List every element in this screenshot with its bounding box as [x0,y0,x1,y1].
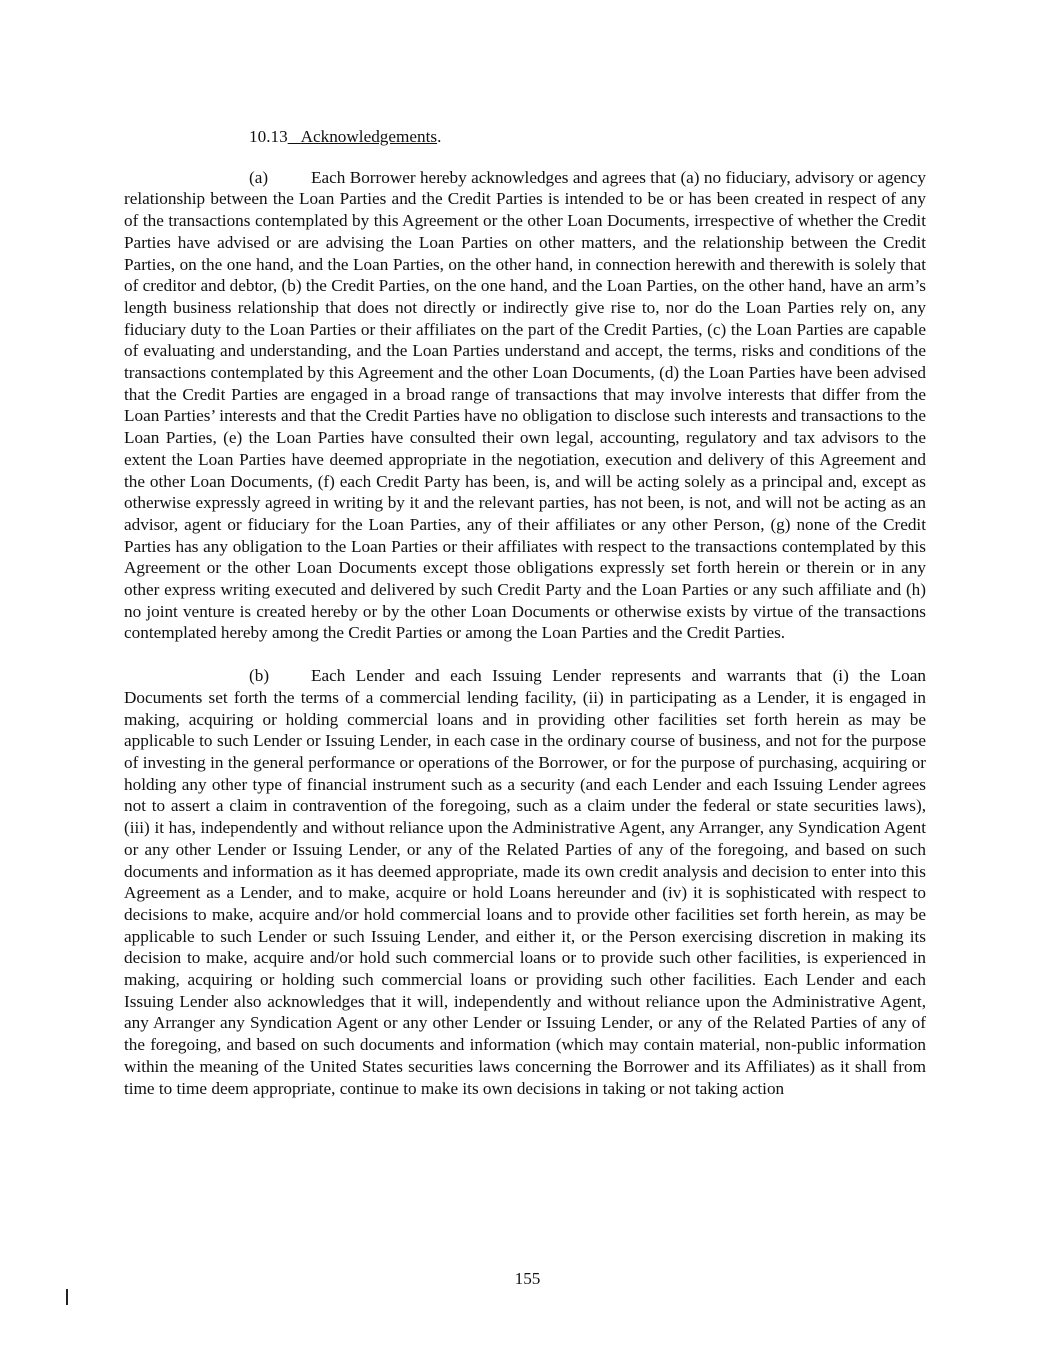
paragraph-a [124,167,926,644]
paragraph-b-text: Each Lender and each Issuing Lender represents and warrants that (i) the Loan Documents set forth the terms of a commercial lending facility, (ii) in participating as a Lender, it is engaged in making, acquiring or holding commercial loans and in providing other facilities set forth herein as may be applicable to such Lender or Issuing Lender, in each case in the ordinary course of business, and not for the purpose of investing in the general performance or operations of the Borrower, or for the purpose of purchasing, acquiring or holding any other type of financial instrument such as a security (and each Lender and each Issuing Lender agrees not to assert a claim in contravention of the foregoing, such as a claim under the federal or state securities laws), (iii) it has, independently and without reliance upon the Administrative Agent, any Arranger, any Syndication Agent or any other Lender or Issuing Lender, or any of the Related Parties of any of the foregoing, and based on such documents and information as it has deemed appropriate, made its own credit analysis and decision to enter into this Agreement as a Lender, and to make, acquire or hold Loans hereunder and (iv) it is sophisticated with respect to decisions to make, acquire and/or hold commercial loans and to provide other facilities set forth herein, as may be applicable to such Lender or such Issuing Lender, and either it, or the Person exercising discretion in making its decision to make, acquire and/or hold such commercial loans or to provide such other facilities, is experienced in making, acquiring or holding such commercial loans or providing such other facilities. Each Lender and each Issuing Lender also acknowledges that it will, independently and without reliance upon the Administrative Agent, any Arranger any Syndication Agent or any other Lender or Issuing Lender, or any of the Related Parties of any of the foregoing, and based on such documents and information (which may contain material, non-public information within the meaning of the United States securities laws concerning the Borrower and its Affiliates) as it shall from time to time deem appropriate, continue to make its own decisions in taking or not taking action [124,666,926,1098]
paragraph-b-label: (b) [249,666,270,686]
page-number: 155 [514,1269,541,1288]
paragraph-b [124,665,926,1099]
section-title-suffix: . [437,127,442,146]
document-page [124,126,926,1120]
section-number: 10.13 [249,127,288,146]
revision-change-bar [66,1289,68,1305]
paragraph-a-label: (a) [249,167,269,187]
section-title: Acknowledgements [300,127,438,146]
section-heading [124,126,926,148]
paragraph-a-text: Each Borrower hereby acknowledges and agrees that (a) no fiduciary, advisory or agency relationship between the Loan Parties and the Credit Parties is intended to be or has been created in respect of any of the transactions contemplated by this Agreement or the other Loan Documents, irrespective of whether the Credit Parties have advised or are advising the Loan Parties on other matters, and the relationship between the Credit Parties, on the one hand, and the Loan Parties, on the other hand, in connection herewith and therewith is solely that of creditor and debtor, (b) the Credit Parties, on the one hand, and the Loan Parties, on the other hand, have an arm’s length business relationship that does not directly or indirectly give rise to, nor do the Loan Parties rely on, any fiduciary duty to the Loan Parties or their affiliates on the part of the Credit Parties, (c) the Loan Parties are capable of evaluating and understanding, and the Loan Parties understand and accept, the terms, risks and conditions of the transactions contemplated by this Agreement and the other Loan Documents, (d) the Loan Parties have been advised that the Credit Parties are engaged in a broad range of transactions that may involve interests that differ from the Loan Parties’ interests and that the Credit Parties have no obligation to disclose such interests and transactions to the Loan Parties, (e) the Loan Parties have consulted their own legal, accounting, regulatory and tax advisors to the extent the Loan Parties have deemed appropriate in the negotiation, execution and delivery of this Agreement and the other Loan Documents, (f) each Credit Party has been, is, and will be acting solely as a principal and, except as otherwise expressly agreed in writing by it and the relevant parties, has not been, is not, and will not be acting as an advisor, agent or fiduciary for the Loan Parties, any of their affiliates or any other Person, (g) none of the Credit Parties has any obligation to the Loan Parties or their affiliates with respect to the transactions contemplated by this Agreement or the other Loan Documents except those obligations expressly set forth herein or therein or in any other express writing executed and delivered by such Credit Party and the Loan Parties or any such affiliate and (h) no joint venture is created hereby or by the other Loan Documents or otherwise exists by virtue of the transactions contemplated hereby among the Credit Parties or among the Loan Parties and the Credit Parties. [124,167,926,643]
